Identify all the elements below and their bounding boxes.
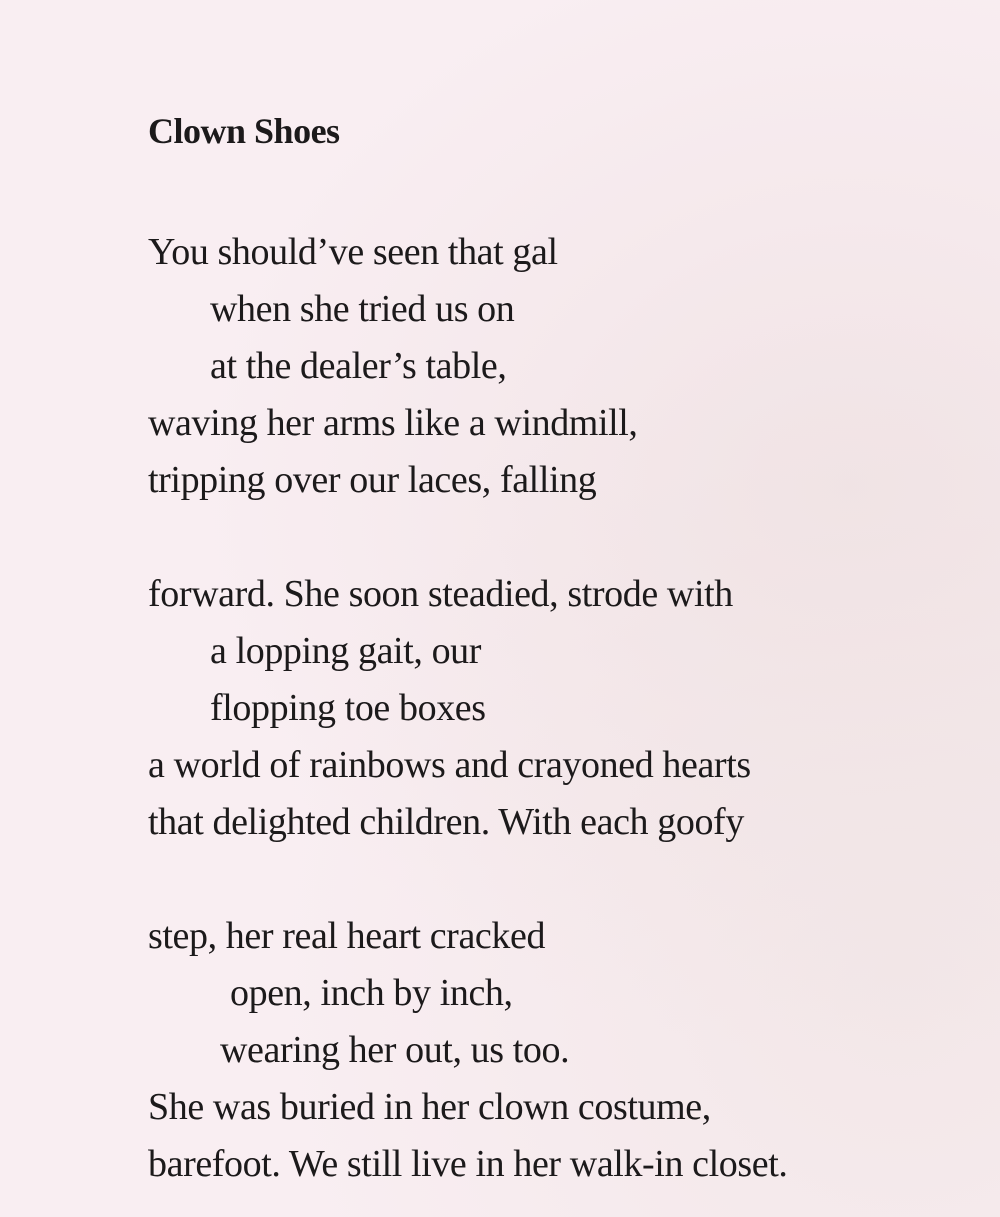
poem-line: flopping toe boxes <box>210 687 486 729</box>
poem-line: forward. She soon steadied, strode with <box>148 573 733 615</box>
poem-line: a lopping gait, our <box>210 630 482 672</box>
poem-line: You should’ve seen that gal <box>148 231 558 273</box>
poem-line: barefoot. We still live in her walk-in closet. <box>148 1143 788 1185</box>
poem-line: at the dealer’s table, <box>210 345 507 387</box>
poem-body <box>148 224 948 1193</box>
poem-line: a world of rainbows and crayoned hearts <box>148 744 751 786</box>
stanza-break <box>148 851 948 908</box>
poem-line: step, her real heart cracked <box>148 915 546 957</box>
poem-line: wearing her out, us too. <box>220 1029 570 1071</box>
stanza <box>148 566 948 851</box>
poem-line: open, inch by inch, <box>230 972 513 1014</box>
poem-line: She was buried in her clown costume, <box>148 1086 711 1128</box>
poem-line: tripping over our laces, falling <box>148 459 597 501</box>
stanza <box>148 908 948 1193</box>
poem-line: when she tried us on <box>210 288 515 330</box>
poem-title: Clown Shoes <box>148 111 340 151</box>
poem-line: waving her arms like a windmill, <box>148 402 638 444</box>
stanza-break <box>148 509 948 566</box>
stanza <box>148 224 948 509</box>
poem-line: that delighted children. With each goofy <box>148 801 744 843</box>
